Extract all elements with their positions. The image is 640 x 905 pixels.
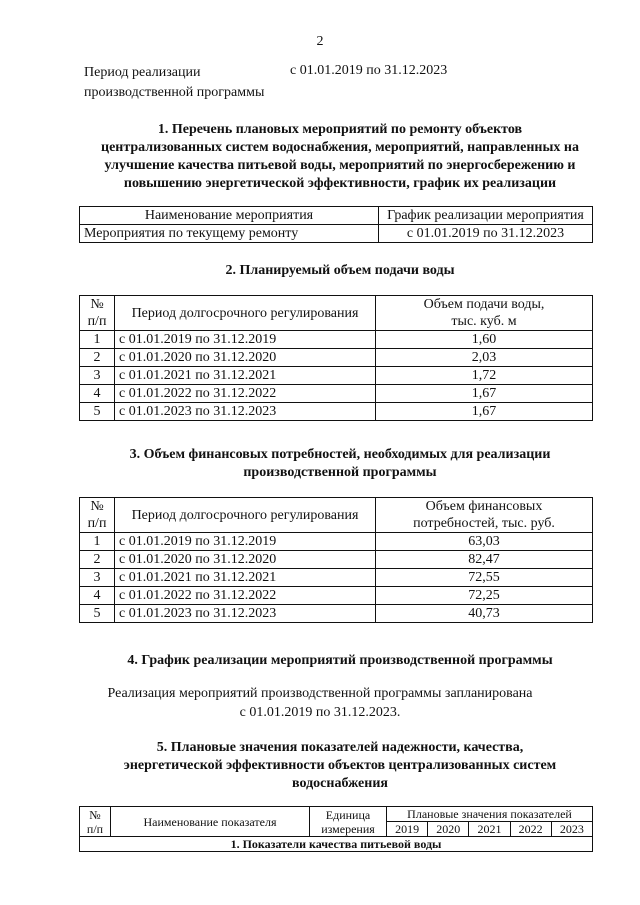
table-row (80, 331, 593, 349)
row-value: 1,67 (376, 385, 593, 403)
section3-title-line: 3. Объем финансовых потребностей, необходимых для реализации (129, 447, 551, 462)
section1-title (60, 121, 620, 193)
table-row (80, 367, 593, 385)
header-num-line1: № (89, 807, 101, 822)
row-period: с 01.01.2022 по 31.12.2022 (115, 587, 376, 605)
table-row (80, 533, 593, 551)
header-value-line1: Объем финансовых (425, 499, 543, 514)
table-header-row (80, 296, 593, 331)
financial-needs-table (79, 497, 593, 623)
header-unit-line1: Единица (325, 807, 371, 822)
activities-table (79, 206, 593, 243)
header-activity-name: Наименование мероприятия (80, 207, 379, 225)
section4-text-line2: с 01.01.2019 по 31.12.2023. (239, 705, 401, 720)
header-year: 2019 (387, 822, 428, 837)
subsection-title: 1. Показатели качества питьевой воды (80, 837, 593, 852)
header-value-line2: потребностей, тыс. руб. (413, 516, 555, 531)
row-value: 2,03 (376, 349, 593, 367)
section2-title: 2. Планируемый объем подачи воды (225, 263, 455, 278)
header-num (80, 498, 115, 533)
header-period: Период долгосрочного регулирования (115, 296, 376, 331)
row-value: 63,03 (376, 533, 593, 551)
header-value (376, 296, 593, 331)
section4-title: 4. График реализации мероприятий производственной программы (127, 653, 553, 668)
header-period: Период долгосрочного регулирования (115, 498, 376, 533)
section3-title-line: производственной программы (243, 465, 437, 480)
table-row (80, 587, 593, 605)
header-indicator-name: Наименование показателя (111, 807, 310, 837)
row-period: с 01.01.2021 по 31.12.2021 (115, 367, 376, 385)
period-value: с 01.01.2019 по 31.12.2023 (290, 63, 448, 78)
row-value: 40,73 (376, 605, 593, 623)
row-value: 1,72 (376, 367, 593, 385)
row-period: с 01.01.2020 по 31.12.2020 (115, 349, 376, 367)
header-num-line2: п/п (87, 516, 107, 531)
period-label (84, 63, 264, 103)
row-period: с 01.01.2023 по 31.12.2023 (115, 605, 376, 623)
header-value-line1: Объем подачи воды, (423, 297, 545, 312)
row-period: с 01.01.2019 по 31.12.2019 (115, 331, 376, 349)
row-num: 1 (80, 533, 115, 551)
header-num (80, 807, 111, 837)
header-year: 2023 (551, 822, 592, 837)
header-plan-values: Плановые значения показателей (387, 807, 593, 822)
section5-title-line: 5. Плановые значения показателей надежности, качества, (156, 740, 524, 755)
section1-title-line: улучшение качества питьевой воды, мероприятий по энергосбережению и (104, 158, 576, 173)
indicators-table (79, 806, 593, 852)
table-header-row (80, 207, 593, 225)
row-value: 82,47 (376, 551, 593, 569)
row-num: 3 (80, 367, 115, 385)
row-value: 72,55 (376, 569, 593, 587)
row-num: 4 (80, 587, 115, 605)
header-unit-line2: измерения (321, 821, 375, 836)
row-period: с 01.01.2021 по 31.12.2021 (115, 569, 376, 587)
header-num (80, 296, 115, 331)
section3-title (60, 446, 620, 482)
row-value: 1,60 (376, 331, 593, 349)
table-row (80, 403, 593, 421)
section4-text-line1: Реализация мероприятий производственной программы запланирована (107, 686, 533, 701)
row-num: 4 (80, 385, 115, 403)
table-header-row (80, 807, 593, 822)
row-period: с 01.01.2022 по 31.12.2022 (115, 385, 376, 403)
activity-schedule-cell: с 01.01.2019 по 31.12.2023 (379, 225, 593, 243)
section1-title-line: повышению энергетической эффективности, график их реализации (123, 176, 557, 191)
header-year: 2022 (510, 822, 551, 837)
row-value: 72,25 (376, 587, 593, 605)
row-num: 2 (80, 551, 115, 569)
table-row (80, 605, 593, 623)
section1-title-line: 1. Перечень плановых мероприятий по ремонту объектов (157, 122, 523, 137)
row-period: с 01.01.2020 по 31.12.2020 (115, 551, 376, 569)
table-row (80, 569, 593, 587)
section1-title-line: централизованных систем водоснабжения, мероприятий, направленных на (101, 140, 579, 155)
row-num: 3 (80, 569, 115, 587)
table-row (80, 551, 593, 569)
table-subsection-row (80, 837, 593, 852)
row-num: 1 (80, 331, 115, 349)
activity-name-cell: Мероприятия по текущему ремонту (80, 225, 379, 243)
section5-title-line: энергетической эффективности объектов централизованных систем (123, 758, 557, 773)
header-num-line1: № (90, 499, 104, 514)
row-period: с 01.01.2019 по 31.12.2019 (115, 533, 376, 551)
section5-title (40, 739, 640, 793)
section5-title-line: водоснабжения (292, 776, 388, 791)
header-value (376, 498, 593, 533)
table-row (80, 225, 593, 243)
water-supply-table (79, 295, 593, 421)
header-num-line1: № (90, 297, 104, 312)
header-num-line2: п/п (87, 314, 107, 329)
section4-text (0, 684, 640, 722)
header-activity-schedule: График реализации мероприятия (379, 207, 593, 225)
period-label-line2: производственной программы (84, 85, 265, 100)
header-year: 2020 (428, 822, 469, 837)
row-value: 1,67 (376, 403, 593, 421)
table-row (80, 385, 593, 403)
row-num: 5 (80, 605, 115, 623)
header-year: 2021 (469, 822, 510, 837)
row-num: 2 (80, 349, 115, 367)
header-unit (310, 807, 387, 837)
table-row (80, 349, 593, 367)
row-num: 5 (80, 403, 115, 421)
period-label-line1: Период реализации (84, 65, 201, 80)
table-header-row (80, 498, 593, 533)
page-number: 2 (316, 34, 324, 49)
header-num-line2: п/п (86, 821, 104, 836)
row-period: с 01.01.2023 по 31.12.2023 (115, 403, 376, 421)
header-value-line2: тыс. куб. м (451, 314, 517, 329)
